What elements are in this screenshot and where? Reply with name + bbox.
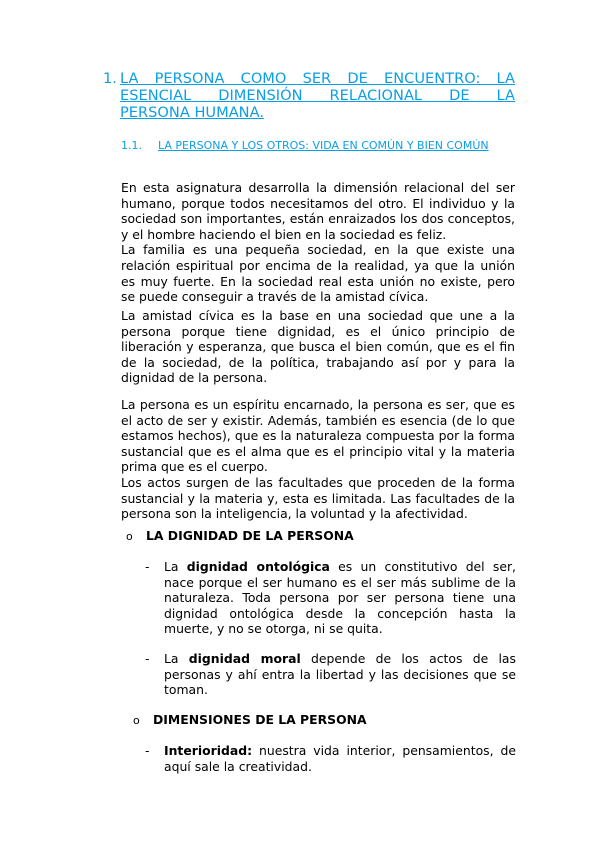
list-item-term: dignidad ontológica xyxy=(186,559,330,574)
heading-1-line: ESENCIAL DIMENSIÓN RELACIONAL DE LA xyxy=(120,87,515,104)
list-item-text xyxy=(164,743,516,774)
dash-bullet-icon: - xyxy=(145,651,150,666)
section-title: LA DIGNIDAD DE LA PERSONA xyxy=(146,528,354,543)
list-item-post: depende de los actos de las personas y ahí entra la libertad y las decisiones que se toman. xyxy=(164,651,516,698)
circle-bullet-icon: o xyxy=(126,530,133,543)
section-dimensiones-heading xyxy=(133,712,367,727)
heading-1-line: PERSONA HUMANA. xyxy=(120,104,264,121)
heading-2-text: LA PERSONA Y LOS OTROS: VIDA EN COMÚN Y BIEN COMÚN xyxy=(158,139,489,152)
list-item xyxy=(145,559,516,637)
list-item-text xyxy=(164,651,516,698)
paragraph-persona xyxy=(121,397,515,522)
paragraph-text: La amistad cívica es la base en una sociedad que une a la persona porque tiene dignidad, es el único principio de liberación y esperanza, que busca el bien común, que es el fin de la sociedad, de la política, trabajando así por y para la dignidad de la persona. xyxy=(121,308,515,386)
list-item-post: es un constitutivo del ser, nace porque el ser humano es el ser más sublime de la naturaleza. Toda persona por ser persona tiene una dignidad ontológica desde la concepción hasta la muerte, y no se otorga, ni se quita. xyxy=(164,559,516,637)
list-item-term: dignidad moral xyxy=(188,651,301,666)
paragraph-text: La persona es un espíritu encarnado, la persona es ser, que es el acto de ser y existir. Además, también es esencia (de lo que estamos hechos), que es la naturaleza compuesta por la forma sustancial que es el alma que es el principio vital y la materia prima que es el cuerpo. xyxy=(121,397,515,475)
heading-1-number: 1. xyxy=(103,70,117,87)
list-item-text xyxy=(164,559,516,637)
list-item xyxy=(145,651,516,698)
heading-1-line: LA PERSONA COMO SER DE ENCUENTRO: LA xyxy=(120,70,515,87)
section-dignidad-heading xyxy=(126,528,354,543)
paragraph-intro xyxy=(121,180,515,305)
list-item-post: nuestra vida interior, pensamientos, de aquí sale la creatividad. xyxy=(164,743,516,774)
heading-2-number: 1.1. xyxy=(121,139,142,152)
dash-bullet-icon: - xyxy=(145,743,150,758)
heading-1-text xyxy=(120,70,515,121)
heading-2 xyxy=(121,139,489,152)
list-item-pre: La xyxy=(164,559,187,574)
list-item-pre: La xyxy=(164,651,189,666)
list-item-term: Interioridad: xyxy=(164,743,253,758)
circle-bullet-icon: o xyxy=(133,714,140,727)
heading-1 xyxy=(103,70,515,121)
dash-bullet-icon: - xyxy=(145,559,150,574)
paragraph-text: En esta asignatura desarrolla la dimensión relacional del ser humano, porque todos necesitamos del otro. El individuo y la sociedad son importantes, están enraizados los dos conceptos, y el hombre haciendo el bien en la sociedad es feliz. xyxy=(121,180,515,242)
paragraph-text: Los actos surgen de las facultades que proceden de la forma sustancial y la materia y, esta es limitada. Las facultades de la persona son la inteligencia, la voluntad y la afectividad. xyxy=(121,474,515,522)
paragraph-amistad xyxy=(121,308,515,386)
paragraph-text: La familia es una pequeña sociedad, en la que existe una relación espiritual por encima de la realidad, ya que la unión es muy fuerte. En la sociedad real esta unión no existe, pero se puede conseguir a través de la amistad cívica. xyxy=(121,242,515,305)
section-title: DIMENSIONES DE LA PERSONA xyxy=(153,712,367,727)
list-item xyxy=(145,743,516,774)
